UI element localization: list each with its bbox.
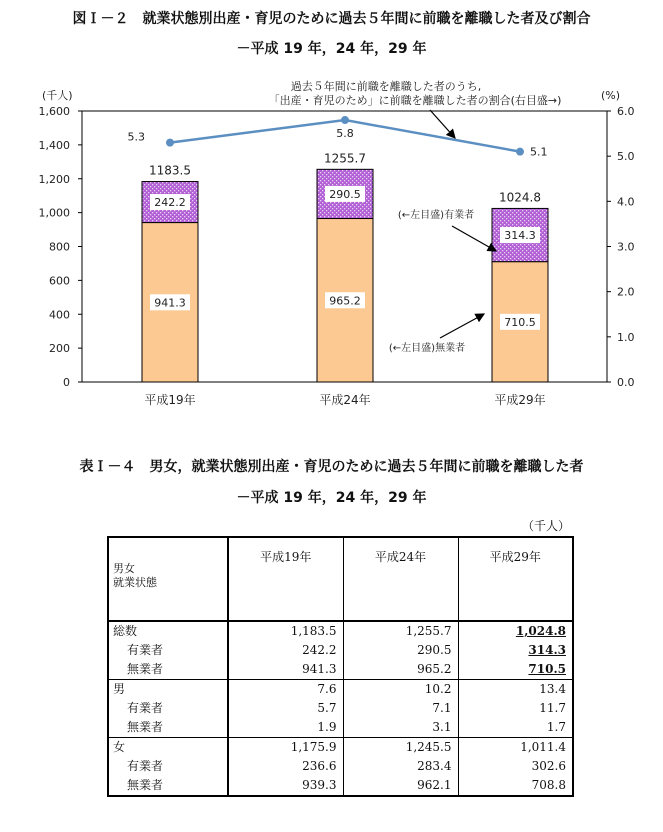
- row-label: 無業者: [108, 776, 228, 796]
- right-tick-label: 5.0: [617, 150, 635, 164]
- rate-point: [341, 116, 349, 124]
- right-tick-label: 4.0: [617, 195, 635, 209]
- total-label: 1183.5: [149, 163, 191, 178]
- row-label: 無業者: [108, 718, 228, 738]
- cell-value: [458, 660, 573, 680]
- left-axis-unit: (千人): [42, 89, 73, 102]
- cell-value: 1.7: [546, 720, 566, 734]
- line-annotation-2: 「出産・育児のため」に前職を離職した者の割合(右目盛→): [268, 94, 562, 107]
- table-row: [108, 660, 573, 680]
- highlighted-value: 314.3: [528, 643, 566, 657]
- total-label: 1024.8: [499, 190, 541, 205]
- data-table: [107, 536, 574, 797]
- right-tick-label: 6.0: [617, 105, 635, 118]
- left-tick-label: 400: [49, 308, 70, 322]
- cell-value: 1,011.4: [458, 738, 573, 758]
- cell-value: [458, 621, 573, 641]
- row-label: 有業者: [108, 699, 228, 718]
- rate-label: 5.3: [127, 130, 145, 144]
- table-row: [108, 699, 573, 718]
- table-header-row: [108, 537, 573, 621]
- right-tick-label: 2.0: [617, 285, 635, 299]
- cell-value: 10.2: [343, 680, 458, 700]
- table-subtitle: －平成 19 年，24 年，29 年: [236, 490, 427, 506]
- cell-value: 3.1: [343, 718, 458, 738]
- rate-point: [166, 139, 174, 147]
- header-h29: 平成29年: [458, 537, 573, 621]
- left-tick-label: 1,200: [38, 172, 70, 186]
- table-unit: （千人）: [522, 519, 571, 533]
- category-label: 平成24年: [319, 393, 371, 407]
- left-tick-label: 0: [63, 376, 70, 389]
- row-label: 男: [108, 680, 228, 700]
- category-label: 平成19年: [144, 393, 196, 407]
- left-tick-label: 600: [49, 274, 70, 288]
- cell-value: 939.3: [228, 776, 343, 796]
- table-row: [108, 738, 573, 758]
- unemployed-annotation: (←左目盛)無業者: [388, 343, 466, 354]
- cell-value: 965.2: [343, 660, 458, 680]
- table-title: 表Ｉ－４ 男女，就業状態別出産・育児のために過去５年間に前職を離職した者: [79, 459, 584, 475]
- cell-value: 236.6: [228, 757, 343, 776]
- unemployed-value-label: 710.5: [504, 315, 536, 329]
- unemployed-value-label: 941.3: [154, 296, 186, 310]
- header-h24: 平成24年: [343, 537, 458, 621]
- highlighted-value: 710.5: [528, 662, 566, 676]
- total-label: 1255.7: [324, 151, 366, 166]
- row-label: 有業者: [108, 641, 228, 660]
- table-row: [108, 718, 573, 738]
- cell-value: 708.8: [531, 778, 566, 792]
- cell-value: 1,175.9: [228, 738, 343, 758]
- cell-value: 1,255.7: [343, 621, 458, 641]
- employed-value-label: 242.2: [154, 196, 186, 210]
- rate-point: [516, 148, 524, 156]
- table-row: [108, 680, 573, 700]
- table-row: [108, 641, 573, 660]
- figure-subtitle: －平成 19 年，24 年，29 年: [236, 41, 427, 57]
- cell-value: 242.2: [228, 641, 343, 660]
- cell-value: 941.3: [228, 660, 343, 680]
- employed-value-label: 314.3: [504, 229, 536, 243]
- cell-value: 1,183.5: [228, 621, 343, 641]
- right-axis-unit: (%): [601, 89, 621, 102]
- header-h19: 平成19年: [228, 537, 343, 621]
- left-tick-label: 1,600: [38, 105, 70, 118]
- cell-value: [458, 641, 573, 660]
- cell-value: 962.1: [343, 776, 458, 796]
- employed-annotation-arrow: [452, 226, 496, 251]
- employed-value-label: 290.5: [329, 187, 361, 201]
- table-row: [108, 621, 573, 641]
- cell-value: 13.4: [458, 680, 573, 700]
- cell-value: 7.1: [343, 699, 458, 718]
- left-tick-label: 1,400: [38, 138, 70, 152]
- stacked-bar-chart: [0, 80, 663, 418]
- figure-title: 図Ｉ－２ 就業状態別出産・育児のために過去５年間に前職を離職した者及び割合: [72, 11, 591, 27]
- right-tick-label: 3.0: [617, 240, 635, 254]
- unemployed-value-label: 965.2: [329, 294, 361, 308]
- line-annotation-arrow: [430, 110, 455, 138]
- row-label: 有業者: [108, 757, 228, 776]
- left-tick-label: 1,000: [38, 206, 70, 220]
- left-tick-label: 800: [49, 240, 70, 254]
- right-tick-label: 1.0: [617, 330, 635, 344]
- category-label: 平成29年: [494, 393, 546, 407]
- header-status: 就業状態: [113, 576, 157, 589]
- cell-value: 1,245.5: [343, 738, 458, 758]
- table-row: [108, 757, 573, 776]
- rate-label: 5.8: [336, 127, 354, 141]
- cell-value: 290.5: [343, 641, 458, 660]
- cell-value: 7.6: [228, 680, 343, 700]
- employed-annotation: (←左目盛)有業者: [397, 210, 475, 221]
- cell-value: 1.9: [228, 718, 343, 738]
- unemployed-annotation-arrow: [440, 314, 484, 338]
- left-tick-label: 200: [49, 342, 70, 356]
- cell-value: 302.6: [531, 759, 566, 773]
- table-row: [108, 776, 573, 796]
- row-label: 女: [108, 738, 228, 758]
- cell-value: 5.7: [228, 699, 343, 718]
- highlighted-value: 1,024.8: [515, 624, 566, 638]
- right-tick-label: 0.0: [617, 376, 635, 389]
- row-label: 無業者: [108, 660, 228, 680]
- cell-value: 283.4: [343, 757, 458, 776]
- cell-value: 11.7: [539, 701, 566, 715]
- line-annotation-1: 過去５年間に前職を離職した者のうち,: [290, 80, 482, 93]
- header-sex-status: [108, 537, 228, 621]
- header-sex: 男女: [113, 562, 135, 575]
- rate-label: 5.1: [530, 145, 548, 159]
- row-label: 総数: [108, 621, 228, 641]
